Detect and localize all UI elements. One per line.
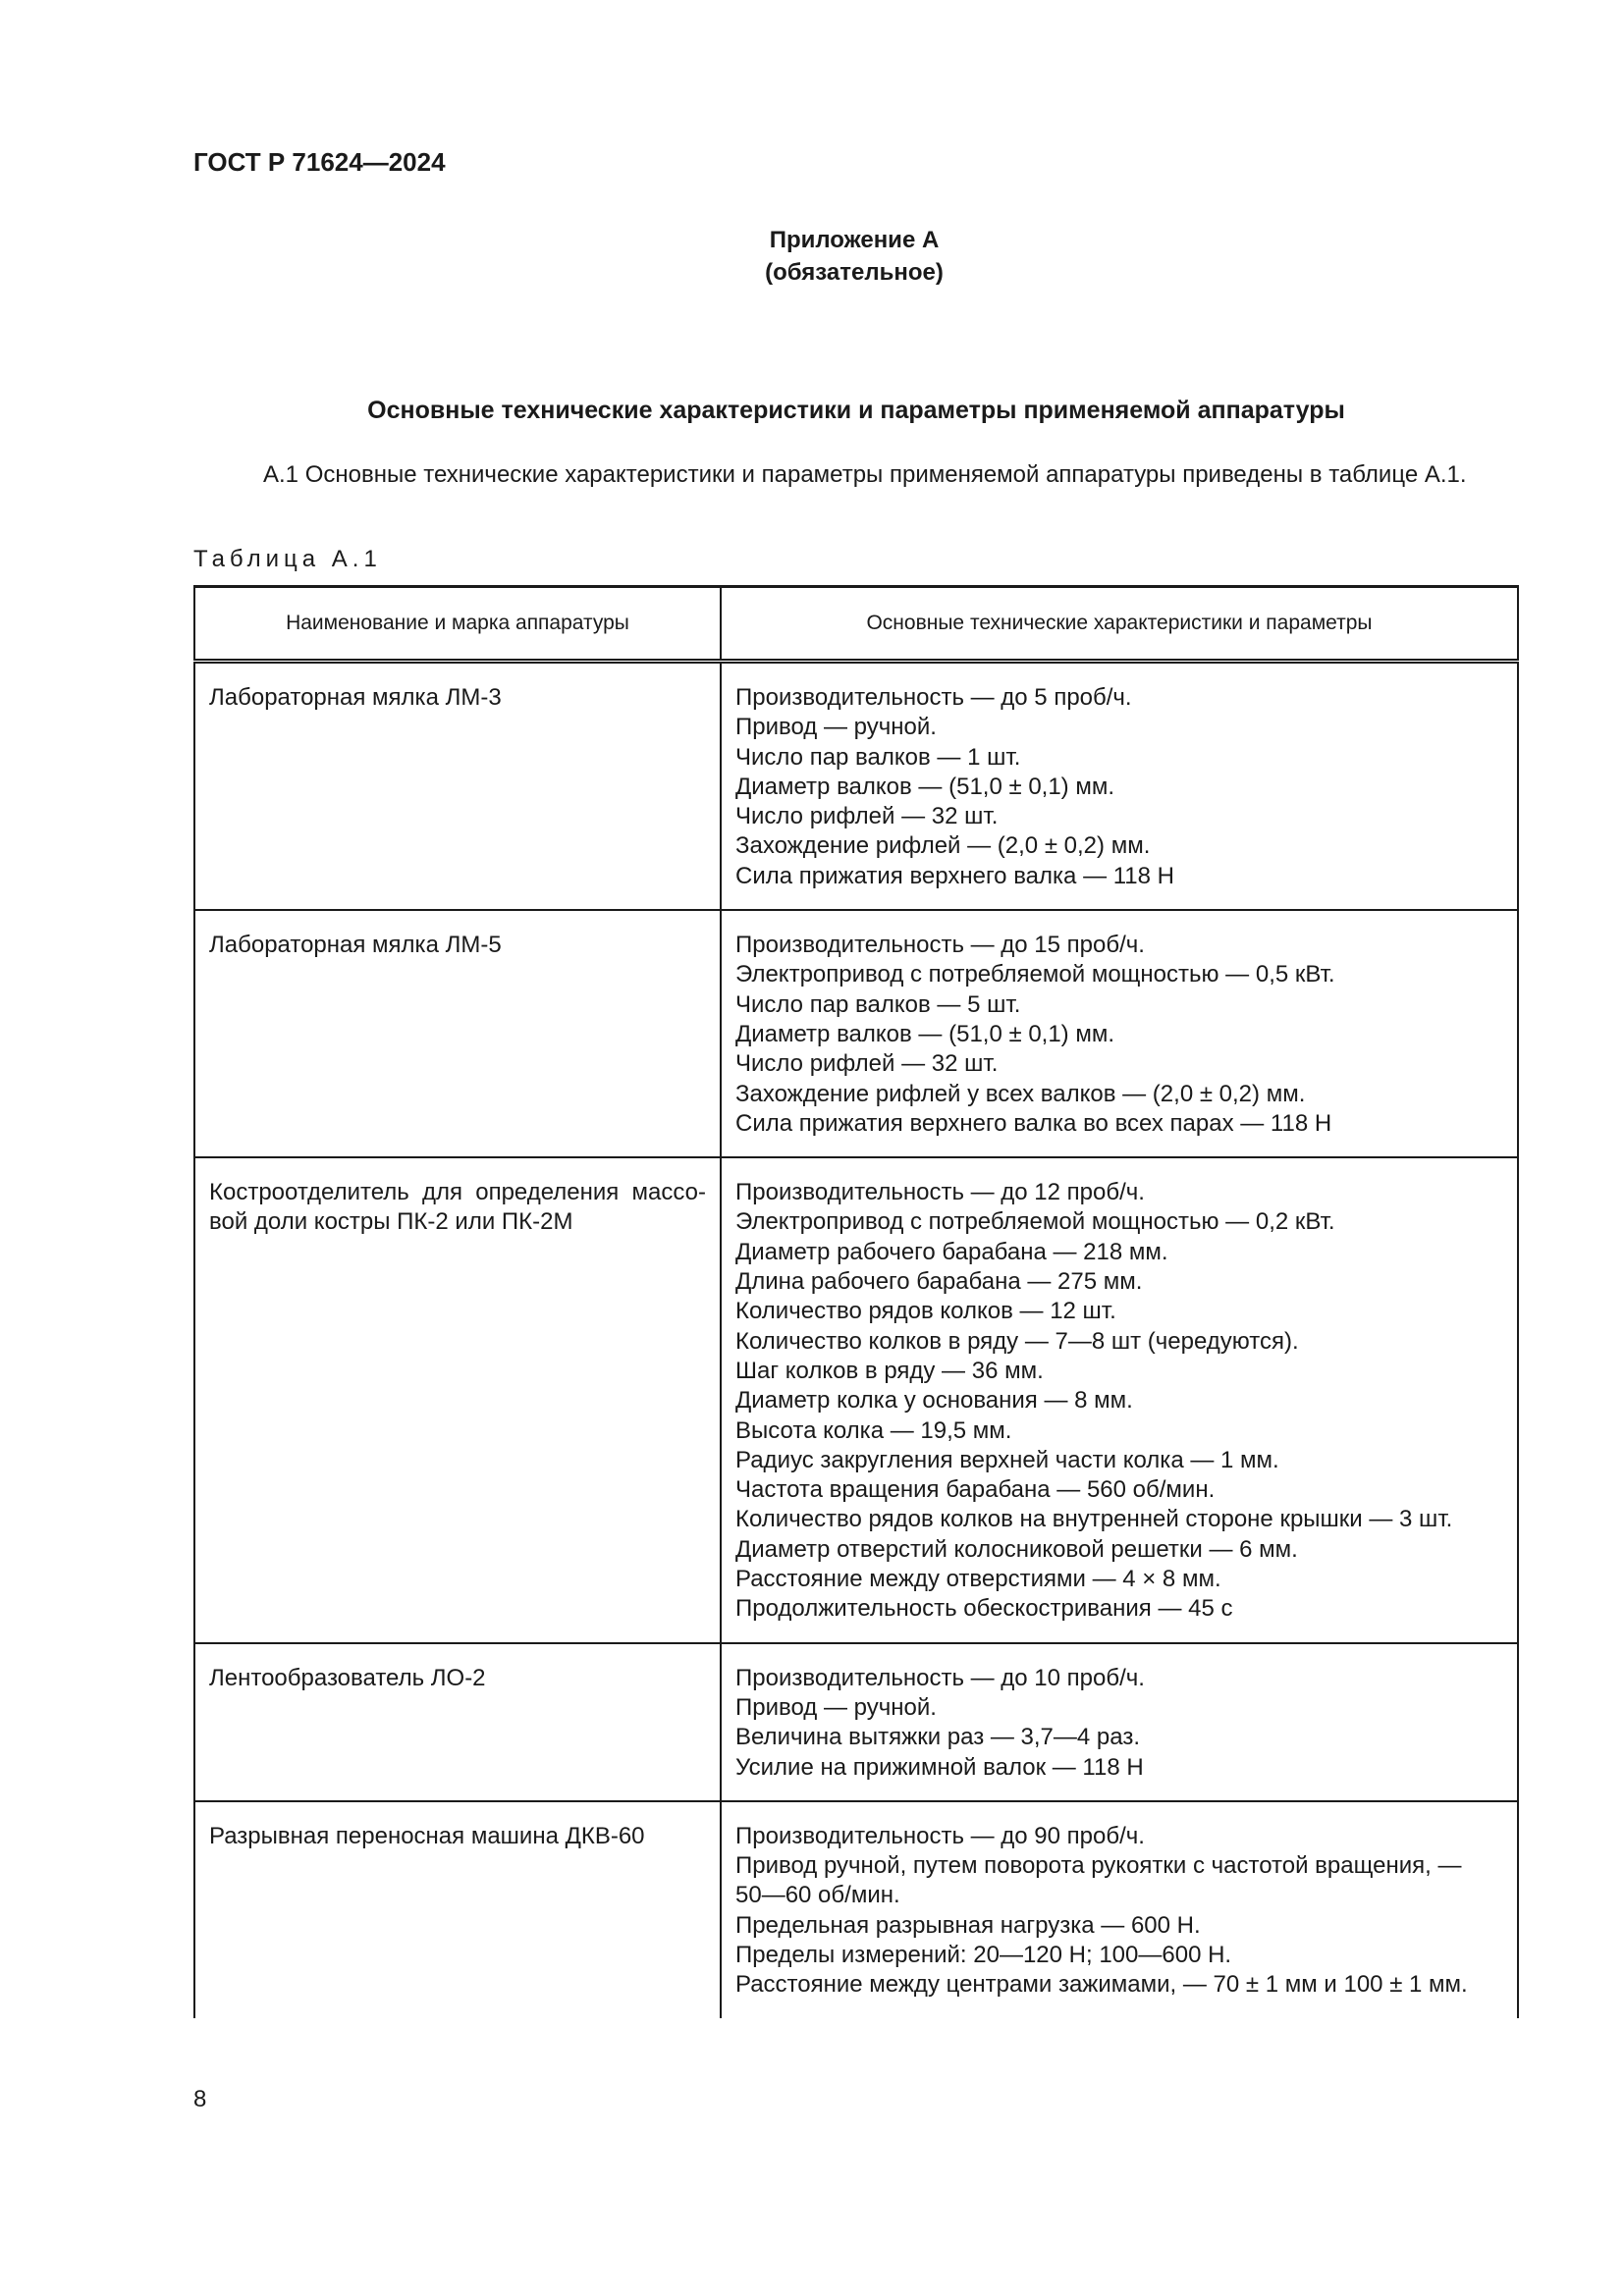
equipment-name: Разрывная переносная машина ДКВ-60 xyxy=(209,1822,645,1849)
parameter-line: Захождение рифлей у всех валков — (2,0 ± 0,2) мм. xyxy=(735,1080,1306,1107)
equipment-name-cell xyxy=(194,1643,721,1801)
parameter-line: Производительность — до 90 проб/ч. xyxy=(735,1822,1145,1849)
parameter-line: Число пар валков — 5 шт. xyxy=(735,990,1021,1018)
page-number: 8 xyxy=(193,2086,207,2112)
table-header-row xyxy=(194,587,1518,662)
equipment-name: Костроотделитель для определения массовой доли костры ПК-2 или ПК-2М xyxy=(209,1179,706,1236)
parameter-line: Диаметр колка у основания — 8 мм. xyxy=(735,1387,1133,1415)
parameter-line: Сила прижатия верхнего валка — 118 Н xyxy=(735,862,1174,889)
parameters-cell xyxy=(721,1643,1518,1801)
parameter-line: Производительность — до 12 проб/ч. xyxy=(735,1179,1145,1206)
spec-table xyxy=(193,585,1519,2018)
equipment-name-cell xyxy=(194,1157,721,1642)
parameter-line: Электропривод с потребляемой мощностью — 0,2 кВт. xyxy=(735,1208,1335,1236)
equipment-name-cell xyxy=(194,662,721,911)
spec-table-container xyxy=(193,585,1519,2032)
parameter-line: Привод — ручной. xyxy=(735,1693,937,1721)
equipment-name: Лентообразователь ЛО-2 xyxy=(209,1664,486,1691)
annex-heading xyxy=(0,224,1624,289)
parameter-line: Количество рядов колков — 12 шт. xyxy=(735,1298,1116,1325)
parameters-cell xyxy=(721,662,1518,911)
parameter-line: Электропривод с потребляемой мощностью — 0,5 кВт. xyxy=(735,961,1335,988)
equipment-name: Лабораторная мялка ЛМ-3 xyxy=(209,684,502,711)
table-row xyxy=(194,662,1518,911)
parameter-line: Количество колков в ряду — 7—8 шт (чередуются). xyxy=(735,1327,1299,1355)
parameter-line: Производительность — до 15 проб/ч. xyxy=(735,932,1145,959)
parameters-cell xyxy=(721,1157,1518,1642)
table-row xyxy=(194,910,1518,1157)
document-code: ГОСТ Р 71624—2024 xyxy=(193,147,446,177)
parameter-line: Пределы измерений: 20—120 Н; 100—600 Н. xyxy=(735,1941,1232,1968)
table-row xyxy=(194,1643,1518,1801)
table-caption: Таблица А.1 xyxy=(193,546,382,572)
equipment-name-cell xyxy=(194,1801,721,2018)
parameter-line: Величина вытяжки раз — 3,7—4 раз. xyxy=(735,1724,1141,1751)
parameter-line: Количество рядов колков на внутренней стороне крышки — 3 шт. xyxy=(735,1506,1453,1533)
parameter-line: Число рифлей — 32 шт. xyxy=(735,803,999,830)
parameter-line: Продолжительность обескостривания — 45 с xyxy=(735,1595,1233,1623)
parameters-cell xyxy=(721,1801,1518,2018)
parameter-line: Диаметр отверстий колосниковой решетки — 6 мм. xyxy=(735,1535,1298,1563)
parameter-line: Привод — ручной. xyxy=(735,714,937,741)
parameter-line: 50—60 об/мин. xyxy=(735,1882,900,1909)
parameter-line: Диаметр валков — (51,0 ± 0,1) мм. xyxy=(735,773,1115,800)
parameter-line: Захождение рифлей — (2,0 ± 0,2) мм. xyxy=(735,832,1151,860)
parameter-line: Производительность — до 10 проб/ч. xyxy=(735,1664,1145,1691)
parameter-line: Диаметр валков — (51,0 ± 0,1) мм. xyxy=(735,1020,1115,1047)
parameter-line: Диаметр рабочего барабана — 218 мм. xyxy=(735,1238,1168,1265)
parameter-line: Число пар валков — 1 шт. xyxy=(735,743,1021,771)
parameter-line: Усилие на прижимной валок — 118 Н xyxy=(735,1753,1144,1781)
parameter-line: Расстояние между центрами зажимами, — 70 ± 1 мм и 100 ± 1 мм. xyxy=(735,1971,1468,1999)
table-row xyxy=(194,1801,1518,2018)
parameter-line: Шаг колков в ряду — 36 мм. xyxy=(735,1357,1044,1384)
parameter-line: Длина рабочего барабана — 275 мм. xyxy=(735,1268,1143,1296)
equipment-name: Лабораторная мялка ЛМ-5 xyxy=(209,932,502,959)
parameters-cell xyxy=(721,910,1518,1157)
parameter-line: Привод ручной, путем поворота рукоятки с частотой вращения, — xyxy=(735,1852,1462,1880)
header-equipment-name: Наименование и марка аппаратуры xyxy=(194,587,721,662)
parameter-line: Расстояние между отверстиями — 4 × 8 мм. xyxy=(735,1566,1221,1593)
annex-title: Приложение А xyxy=(769,227,940,253)
parameter-line: Высота колка — 19,5 мм. xyxy=(735,1416,1012,1444)
parameter-line: Производительность — до 5 проб/ч. xyxy=(735,684,1132,711)
parameter-line: Число рифлей — 32 шт. xyxy=(735,1050,999,1078)
equipment-name-cell xyxy=(194,910,721,1157)
parameter-line: Частота вращения барабана — 560 об/мин. xyxy=(735,1476,1216,1504)
table-body xyxy=(194,662,1518,2018)
parameter-line: Предельная разрывная нагрузка — 600 Н. xyxy=(735,1911,1201,1939)
annex-status: (обязательное) xyxy=(765,259,944,286)
header-parameters: Основные технические характеристики и параметры xyxy=(721,587,1518,662)
table-row xyxy=(194,1157,1518,1642)
parameter-line: Радиус закругления верхней части колка — 1 мм. xyxy=(735,1446,1279,1473)
parameter-line: Сила прижатия верхнего валка во всех парах — 118 Н xyxy=(735,1109,1332,1137)
section-title: Основные технические характеристики и параметры применяемой аппаратуры xyxy=(367,397,1345,424)
intro-paragraph: А.1 Основные технические характеристики и параметры применяемой аппаратуры приведены в таблице А.1. xyxy=(263,461,1467,488)
